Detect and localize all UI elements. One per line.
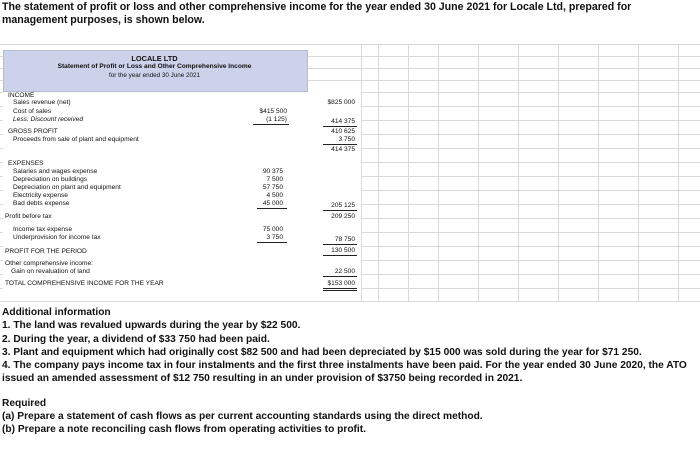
income-tax-amount: 75 000 bbox=[262, 226, 283, 233]
total-expenses-amount: 205 125 bbox=[331, 202, 355, 209]
oci-heading: Other comprehensive income: bbox=[5, 260, 93, 267]
sales-revenue-label: Sales revenue (net) bbox=[13, 99, 71, 106]
info-item: 2. During the year, a dividend of $33 750 had been paid. bbox=[2, 333, 270, 345]
cost-of-sales-amount: $415 500 bbox=[259, 108, 287, 115]
info-item: 1. The land was revalued upwards during the year by $22 500. bbox=[2, 320, 301, 332]
net-cost-of-sales: 414 375 bbox=[331, 118, 355, 125]
sales-revenue-amount: $825 000 bbox=[327, 99, 355, 106]
proceeds-label: Proceeds from sale of plant and equipment bbox=[13, 136, 139, 143]
salaries-amount: 90 375 bbox=[262, 168, 283, 175]
dep-buildings-label: Depreciation on buildings bbox=[13, 176, 88, 183]
discount-received-amount: (1 125) bbox=[266, 116, 287, 123]
statement-title: Statement of Profit or Loss and Other Comprehensive Income bbox=[57, 63, 252, 70]
info-item: 4. The company pays income tax in four instalments and the first three instalments have been paid. For the year ended 30 June 2020, the ATO issued an amended assessment of $12 750 resulting in an under provision of $3750 being recorded in 2021. bbox=[2, 360, 687, 385]
intro-text: The statement of profit or loss and other comprehensive income for the year ended 30 June 2021 for Locale Ltd, prepared for management purposes, is shown below. bbox=[2, 1, 632, 26]
electricity-label: Electricity expense bbox=[13, 192, 68, 199]
dep-buildings-amount: 7 500 bbox=[266, 176, 283, 183]
profit-before-tax-label: Profit before tax bbox=[5, 213, 52, 220]
expenses-heading: EXPENSES bbox=[8, 160, 44, 167]
dep-plant-amount: 57 750 bbox=[262, 184, 283, 191]
total-tax-amount: 78 750 bbox=[334, 236, 355, 243]
required-heading: Required bbox=[2, 397, 47, 409]
bad-debts-label: Bad debts expense bbox=[13, 200, 70, 207]
profit-before-tax-amount: 209 250 bbox=[331, 213, 355, 220]
statement-sheet bbox=[0, 44, 700, 302]
dep-plant-label: Depreciation on plant and equipment bbox=[13, 184, 121, 191]
statement-period: for the year ended 30 June 2021 bbox=[108, 72, 201, 79]
discount-received-label: Less: Discount received bbox=[13, 116, 84, 123]
underprovision-label: Underprovision for income tax bbox=[13, 234, 101, 241]
required-item: (a) Prepare a statement of cash flows as per current accounting standards using the direct method. bbox=[2, 411, 483, 423]
info-item: 3. Plant and equipment which had originally cost $82 500 and had been depreciated by $15 000 was sold during the year for $71 250. bbox=[2, 346, 642, 358]
proceeds-amount: 3 750 bbox=[338, 136, 355, 143]
total-ci-label: TOTAL COMPREHENSIVE INCOME FOR THE YEAR bbox=[5, 280, 164, 287]
gain-revaluation-label: Gain on revaluation of land bbox=[11, 268, 90, 275]
total-ci-amount: $153 000 bbox=[327, 280, 355, 287]
electricity-amount: 4 500 bbox=[266, 192, 283, 199]
company-name: LOCALE LTD bbox=[131, 54, 178, 63]
underprovision-amount: 3 750 bbox=[266, 234, 283, 241]
statement-body bbox=[3, 92, 361, 292]
total-income-amount: 414 375 bbox=[331, 146, 355, 153]
additional-heading: Additional information bbox=[2, 307, 111, 318]
required-item: (b) Prepare a note reconciling cash flows from operating activities to profit. bbox=[2, 424, 366, 436]
bad-debts-amount: 45 000 bbox=[262, 200, 283, 207]
gain-revaluation-amount: 22 500 bbox=[334, 268, 355, 275]
profit-for-period-label: PROFIT FOR THE PERIOD bbox=[5, 248, 87, 255]
salaries-label: Salaries and wages expense bbox=[13, 168, 98, 175]
income-heading: INCOME bbox=[8, 92, 35, 99]
gross-profit-label: GROSS PROFIT bbox=[8, 128, 58, 135]
income-tax-label: Income tax expense bbox=[13, 226, 73, 233]
cost-of-sales-label: Cost of sales bbox=[13, 108, 52, 115]
additional-information bbox=[2, 306, 698, 437]
profit-for-period-amount: 130 500 bbox=[331, 247, 355, 254]
gross-profit-amount: 410 625 bbox=[331, 128, 355, 135]
